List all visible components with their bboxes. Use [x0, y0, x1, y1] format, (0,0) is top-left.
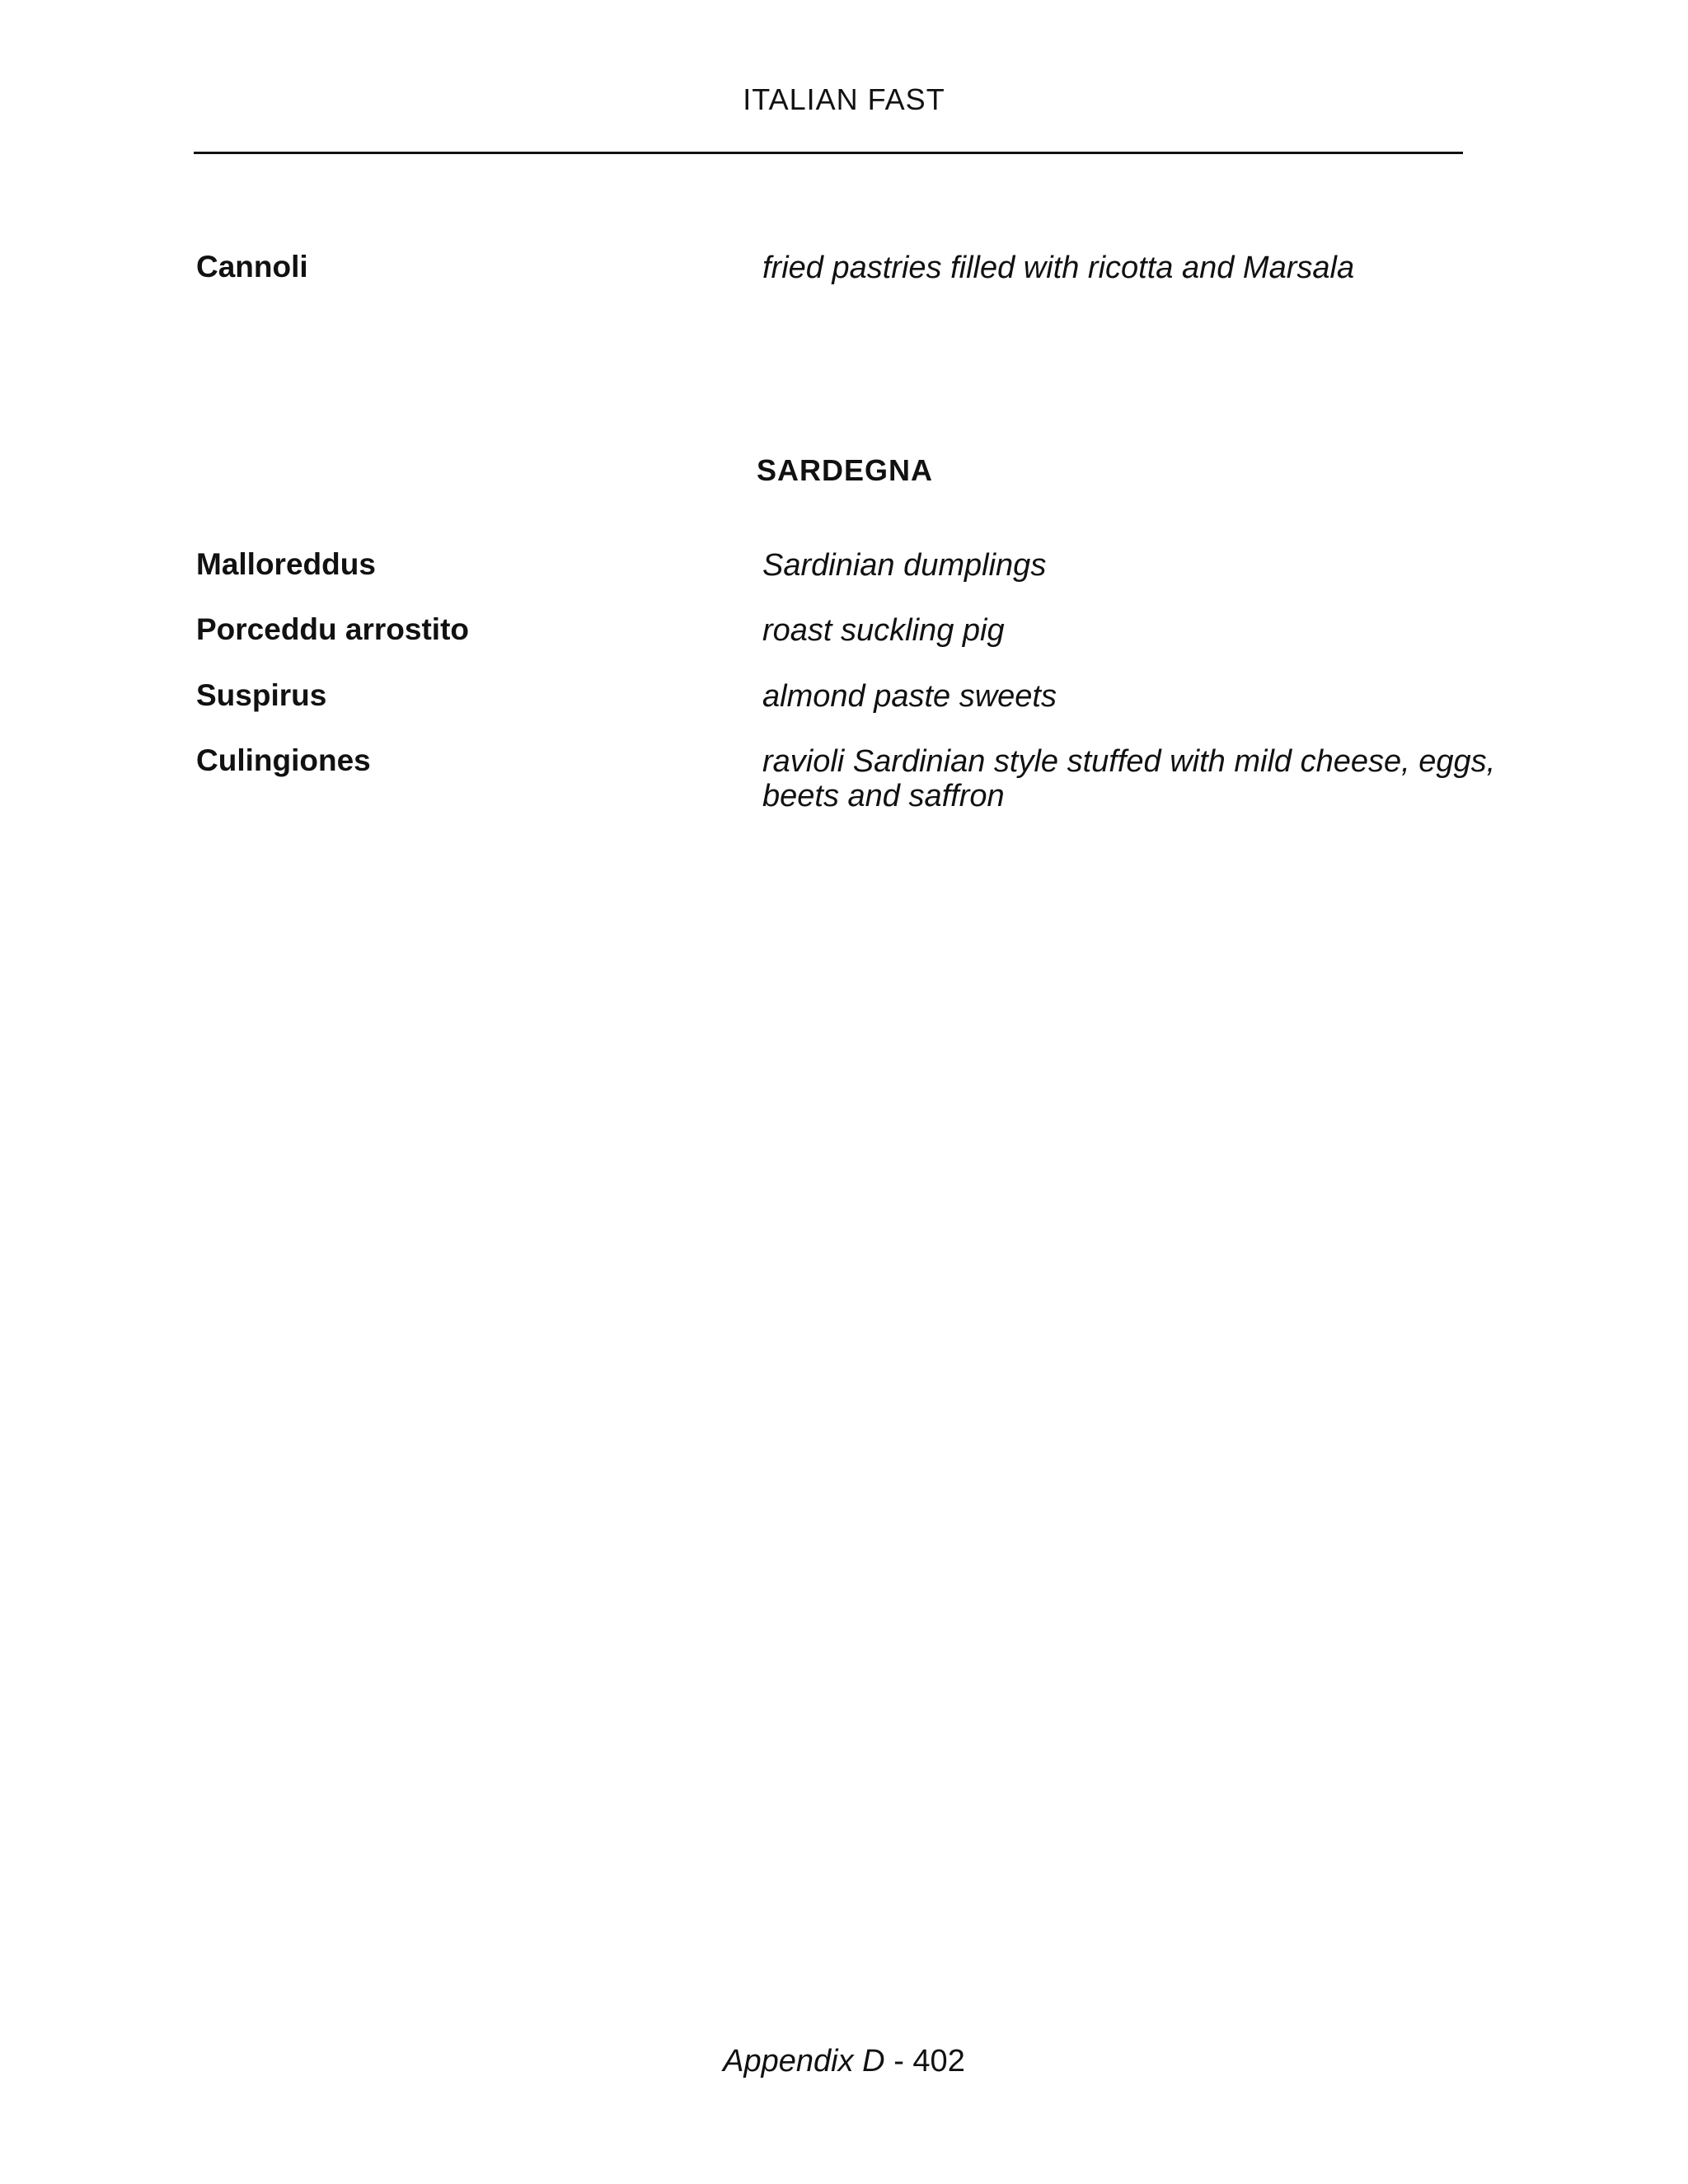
appendix-label: Appendix D: [723, 2044, 885, 2079]
menu-term: Culingiones: [196, 743, 371, 777]
footer-separator: -: [884, 2044, 913, 2079]
menu-term: Malloreddus: [196, 547, 376, 581]
menu-term: Porceddu arrostito: [196, 612, 469, 646]
menu-term: Cannoli: [196, 250, 308, 284]
page-footer: [0, 2044, 1688, 2079]
menu-description: Sardinian dumplings: [762, 548, 1047, 583]
menu-description: ravioli Sardinian style stuffed with mild cheese, eggs, beets and saffron: [762, 744, 1496, 813]
menu-description: fried pastries filled with ricotta and Marsala: [762, 251, 1355, 285]
section-heading: SARDEGNA: [757, 453, 934, 487]
page-header: ITALIAN FAST: [743, 82, 945, 116]
menu-term: Suspirus: [196, 678, 327, 712]
menu-description: roast suckling pig: [762, 613, 1005, 648]
page-number: 402: [912, 2044, 965, 2079]
menu-description: almond paste sweets: [762, 679, 1057, 714]
header-divider: [194, 152, 1463, 154]
